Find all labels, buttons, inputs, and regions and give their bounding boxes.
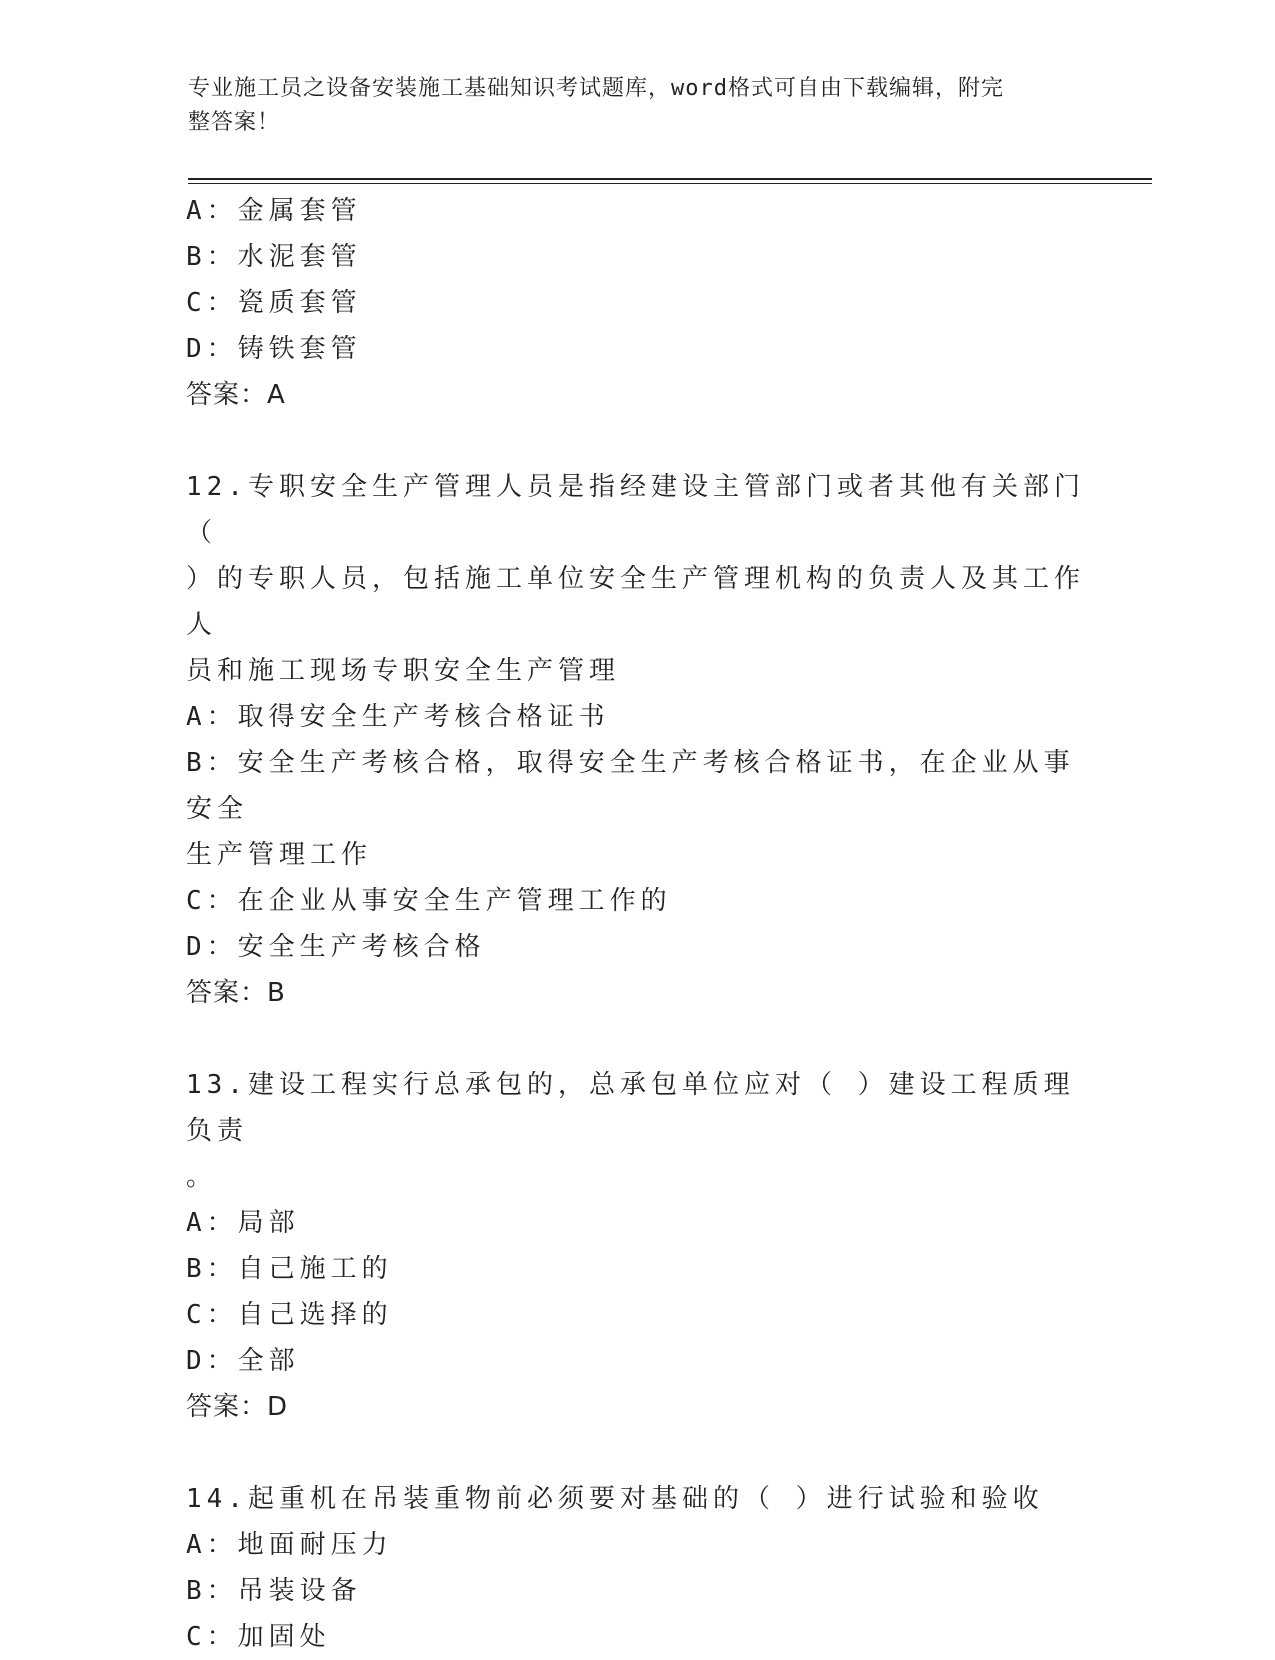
option-a: A：地面耐压力 <box>186 1530 393 1560</box>
header-line-1: 专业施工员之设备安装施工基础知识考试题库，word格式可自由下载编辑，附完 <box>188 76 1004 101</box>
question-13-block <box>186 1062 1086 1430</box>
option-d: D：安全生产考核合格 <box>186 932 486 962</box>
document-header <box>188 72 1088 140</box>
question-text: 。 <box>186 1162 218 1192</box>
document-body <box>186 188 1086 1660</box>
answer: 答案：B <box>186 978 286 1008</box>
option-b: B：自己施工的 <box>186 1254 393 1284</box>
option-d: D：铸铁套管 <box>186 334 362 364</box>
option-c: C：瓷质套管 <box>186 288 362 318</box>
question-text: 员和施工现场专职安全生产管理 <box>186 656 621 686</box>
option-b-continued: 生产管理工作 <box>186 840 373 870</box>
option-c: C：加固处 <box>186 1622 331 1652</box>
question-11-block <box>186 188 1086 418</box>
header-line-2: 整答案！ <box>188 110 281 135</box>
spacer <box>186 418 1086 464</box>
option-d: D：全部 <box>186 1346 300 1376</box>
answer: 答案：A <box>186 380 286 410</box>
option-a: A：局部 <box>186 1208 300 1238</box>
question-12-block <box>186 464 1086 1016</box>
option-b: B：水泥套管 <box>186 242 362 272</box>
option-a: A：金属套管 <box>186 196 362 226</box>
option-b: B：安全生产考核合格，取得安全生产考核合格证书，在企业从事安全 <box>186 748 1075 824</box>
question-text: 14.起重机在吊装重物前必须要对基础的（ ）进行试验和验收 <box>186 1484 1044 1514</box>
option-c: C：在企业从事安全生产管理工作的 <box>186 886 672 916</box>
question-14-block <box>186 1476 1086 1660</box>
option-c: C：自己选择的 <box>186 1300 393 1330</box>
option-b: B：吊装设备 <box>186 1576 362 1606</box>
spacer <box>186 1016 1086 1062</box>
spacer <box>186 1430 1086 1476</box>
answer: 答案：D <box>186 1392 289 1422</box>
header-divider-thin <box>188 183 1152 184</box>
option-a: A：取得安全生产考核合格证书 <box>186 702 610 732</box>
question-text: 12.专职安全生产管理人员是指经建设主管部门或者其他有关部门（ <box>186 472 1085 548</box>
header-divider-thick <box>188 178 1152 180</box>
question-text: 13.建设工程实行总承包的，总承包单位应对（ ）建设工程质理负责 <box>186 1070 1075 1146</box>
question-text: ）的专职人员，包括施工单位安全生产管理机构的负责人及其工作人 <box>186 564 1086 640</box>
